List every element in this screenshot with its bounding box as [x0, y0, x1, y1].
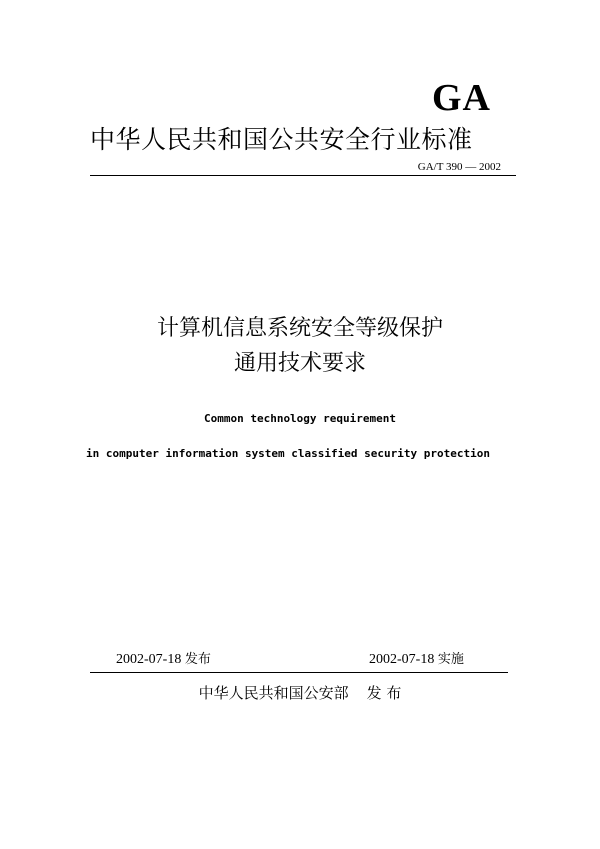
document-title-en-line1: Common technology requirement — [203, 412, 397, 425]
implementation-date: 2002-07-18 — [369, 652, 435, 667]
issuer-line — [0, 682, 600, 704]
ga-logo: GA — [432, 77, 491, 119]
document-title-zh-line1: 计算机信息系统安全等级保护 — [156, 316, 443, 341]
implementation-label: 实施 — [437, 652, 464, 667]
issue-label: 发布 — [184, 652, 211, 667]
implementation-date-block — [369, 651, 464, 669]
issuer-name: 中华人民共和国公安部 — [198, 684, 349, 702]
document-title-zh-line2: 通用技术要求 — [233, 351, 366, 376]
standard-code: GA/T 390 — 2002 — [417, 161, 501, 173]
issue-date: 2002-07-18 — [116, 652, 182, 667]
standard-category-title: 中华人民共和国公共安全行业标准 — [90, 125, 473, 154]
issuer-action: 发 布 — [366, 684, 402, 702]
issue-date-block — [116, 651, 211, 669]
document-title-en-line2: in computer information system classified security protection — [86, 447, 490, 460]
header-divider — [90, 175, 516, 176]
footer-divider — [90, 672, 508, 673]
